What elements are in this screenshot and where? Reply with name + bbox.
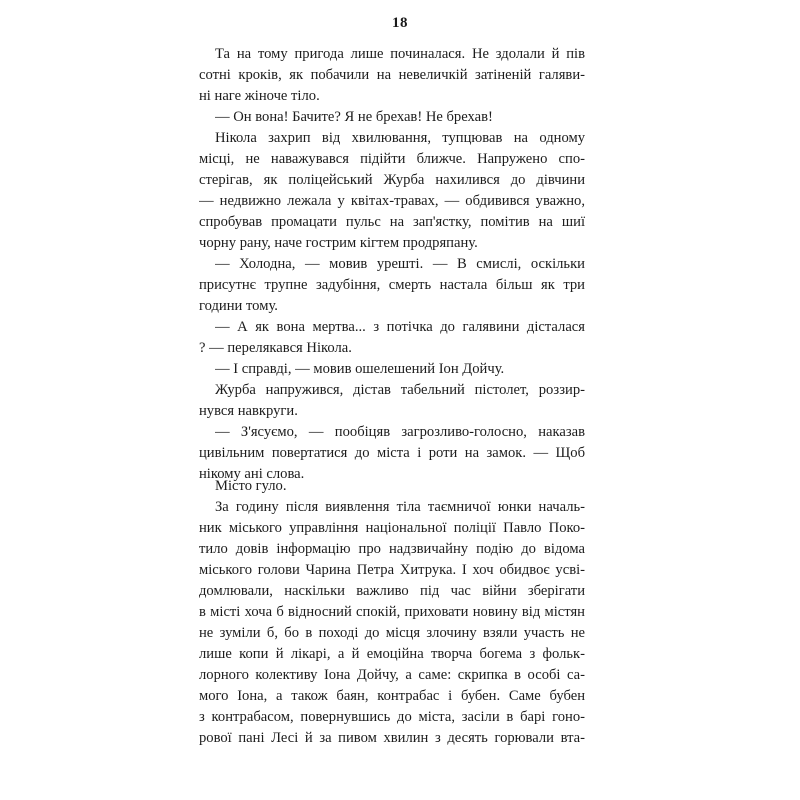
text-line: в місті хоча б відносний спокій, приховати новину від містян	[199, 604, 585, 620]
text-line: лорного колективу Іона Дойчу, а саме: скрипка в особі са-	[199, 667, 585, 683]
text-line: Журба напружився, дістав табельний пістолет, роззир-	[215, 382, 585, 398]
text-line: ні наге жіноче тіло.	[199, 88, 320, 104]
text-line: спробував промацати пульс на зап'ястку, помітив на шиї	[199, 214, 585, 230]
text-line: тило довів інформацію про надзвичайну подію до відома	[199, 541, 585, 557]
text-line: чорну рану, наче гострим кігтем продряпану.	[199, 235, 478, 251]
text-line: цивільним повертатися до міста і роти на замок. — Щоб	[199, 445, 585, 461]
text-line: — Холодна, — мовив урешті. — В смислі, оскільки	[215, 256, 585, 272]
text-line: присутнє трупне задубіння, смерть настала більш як три	[199, 277, 585, 293]
text-line: За годину після виявлення тіла таємничої юнки началь-	[215, 499, 585, 515]
text-line: стерігав, як поліцейський Журба нахилився до дівчини	[199, 172, 585, 188]
text-line: — Он вона! Бачите? Я не брехав! Не брехав!	[215, 109, 493, 125]
text-line: Та на тому пригода лише починалася. Не здолали й пів	[215, 46, 585, 62]
text-line: домлювали, наскільки важливо під час війни зберігати	[199, 583, 585, 599]
text-line: Нікола захрип від хвилювання, тупцював на одному	[215, 130, 585, 146]
text-line: — недвижно лежала у квітах-травах, — обдивився уважно,	[199, 193, 585, 209]
text-line: Місто гуло.	[215, 478, 287, 494]
page-number: 18	[392, 15, 408, 31]
text-line: рової пані Лесі й за пивом хвилин з десять горювали вта-	[199, 730, 585, 746]
text-line: місці, не наважувався підійти ближче. Напружено спо-	[199, 151, 585, 167]
text-line: години тому.	[199, 298, 278, 314]
text-line: сотні кроків, як побачили на невеличкій затіненій галяви-	[199, 67, 585, 83]
text-line: нувся навкруги.	[199, 403, 298, 419]
text-line: міського голови Чарина Петра Хитрука. І хоч обидвоє усві-	[199, 562, 585, 578]
text-line: ник міського управління національної поліції Павло Поко-	[199, 520, 585, 536]
text-line: мого Іона, а також баян, контрабас і бубен. Саме бубен	[199, 688, 585, 704]
text-line: — А як вона мертва... з потічка до галявини дісталася	[215, 319, 585, 335]
text-line: з контрабасом, повернувшись до міста, засіли в барі гоно-	[199, 709, 585, 725]
text-line: нікому ані слова.	[199, 466, 305, 482]
text-line: не зуміли б, бо в поході до місця злочину взяли участь не	[199, 625, 585, 641]
text-line: ? — перелякався Нікола.	[199, 340, 352, 356]
text-line: — І справді, — мовив ошелешений Іон Дойчу.	[215, 361, 505, 377]
text-line: лише копи й лікарі, а й емоційна творча богема з фольк-	[199, 646, 585, 662]
text-line: — З'ясуємо, — пообіцяв загрозливо-голосно, наказав	[215, 424, 585, 440]
